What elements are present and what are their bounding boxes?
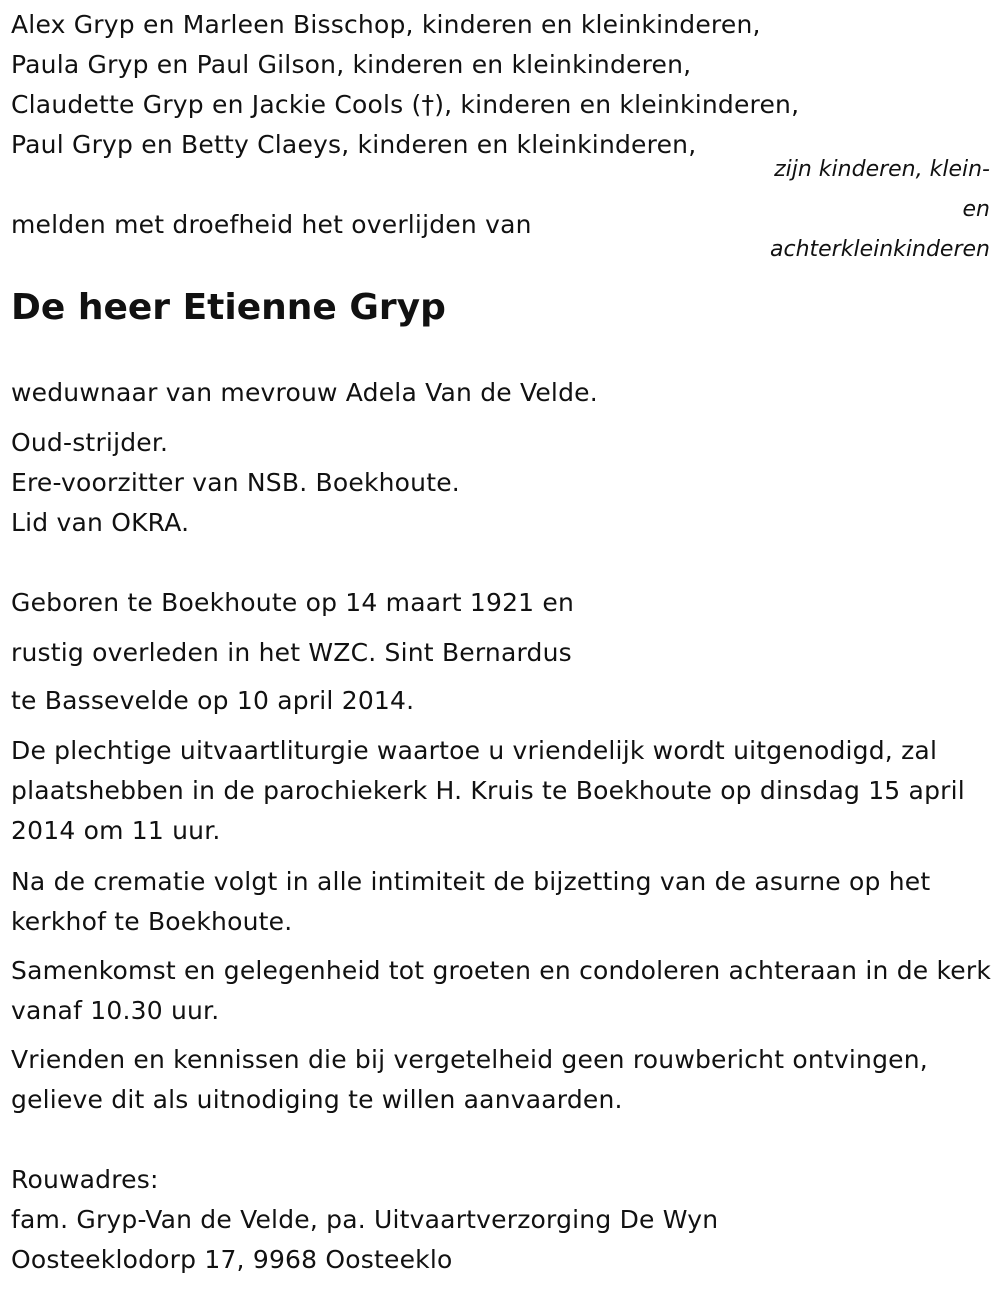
role-line-1: Oud-strijder. [11,428,169,457]
side-note-line-2: en [962,197,990,222]
family-line-1: Alex Gryp en Marleen Bisschop, kinderen en kleinkinderen, [11,10,761,39]
birth-line-3: te Bassevelde op 10 april 2014. [11,686,415,715]
widower-text: weduwnaar van mevrouw Adela Van de Velde. [11,378,598,407]
family-line-4: Paul Gryp en Betty Claeys, kinderen en kleinkinderen, [11,130,697,159]
role-line-2: Ere-voorzitter van NSB. Boekhoute. [11,468,460,497]
family-line-3: Claudette Gryp en Jackie Cools (†), kinderen en kleinkinderen, [11,90,800,119]
family-line-2: Paula Gryp en Paul Gilson, kinderen en kleinkinderen, [11,50,692,79]
invitation-paragraph: Vrienden en kennissen die bij vergetelheid geen rouwbericht ontvingen, gelieve dit als uitnodiging te willen aanvaarden. [11,1045,928,1114]
announce-text: melden met droefheid het overlijden van [11,210,532,239]
birth-line-1: Geboren te Boekhoute op 14 maart 1921 en [11,588,575,617]
gathering-paragraph: Samenkomst en gelegenheid tot groeten en condoleren achteraan in de kerk vanaf 10.30 uur. [11,956,992,1025]
funeral-paragraph: De plechtige uitvaartliturgie waartoe u vriendelijk wordt uitgenodigd, zal plaatshebben in de parochiekerk H. Kruis te Boekhoute op dinsdag 15 april 2014 om 11 uur. [11,736,965,845]
deceased-name: De heer Etienne Gryp [11,287,446,328]
address-line-2: Oosteeklodorp 17, 9968 Oosteeklo [11,1245,453,1274]
address-label: Rouwadres: [11,1165,159,1194]
cremation-paragraph: Na de crematie volgt in alle intimiteit de bijzetting van de asurne op het kerkhof te Boekhoute. [11,867,931,936]
side-note-line-1: zijn kinderen, klein- [774,157,990,182]
side-note-line-3: achterkleinkinderen [770,237,990,262]
birth-line-2: rustig overleden in het WZC. Sint Bernardus [11,638,572,667]
address-line-1: fam. Gryp-Van de Velde, pa. Uitvaartverzorging De Wyn [11,1205,719,1234]
role-line-3: Lid van OKRA. [11,508,190,537]
